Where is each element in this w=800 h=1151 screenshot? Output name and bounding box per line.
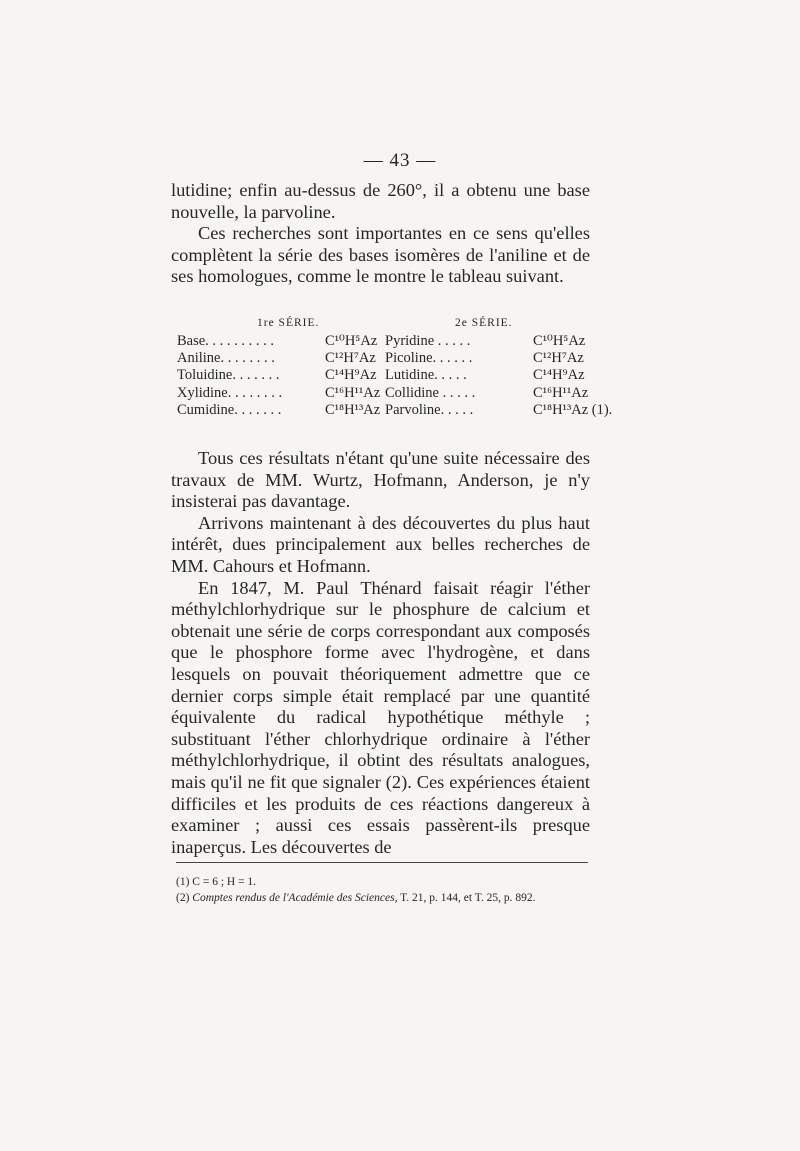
series-2-formula: C¹⁰H⁵Az: [533, 333, 586, 349]
series-2-formula: C¹⁴H⁹Az: [533, 367, 585, 384]
series-1-formula: C¹⁴H⁹Az: [325, 367, 377, 384]
series-2-name: Parvoline. . . . .: [385, 401, 474, 418]
series-1-name: Aniline. . . . . . . .: [177, 350, 275, 367]
series-1-formula: C¹⁰H⁵Az: [325, 333, 378, 349]
series-1-name: Toluidine. . . . . . .: [177, 367, 280, 384]
series-2-formula: C¹⁶H¹¹Az: [533, 384, 589, 401]
table-row: [177, 385, 592, 402]
paragraph: En 1847, M. Paul Thénard faisait réagir l'éther méthylchlorhydrique sur le phosphure de calcium et obtenait une série de corps correspondant aux composés que le phosphore forme avec l'hydrogène, et dans lesquels on pouvait théoriquement admettre que ce dernier corps simple était remplacé par une quantité équivalente du radical hypothétique méthyle ; substituant l'éther chlorhydrique ordinaire à l'éther méthylchlorhydrique, il obtint des résultats analogues, mais qu'il ne fit que signaler (2). Ces expériences étaient difficiles et les produits de ces réactions dangereux à examiner ; aussi ces essais passèrent-ils presque inaperçus. Les découvertes de: [171, 577, 590, 857]
footnote-2-prefix: (2): [176, 892, 193, 904]
paragraph: Tous ces résultats n'étant qu'une suite nécessaire des travaux de MM. Wurtz, Hofmann, Anderson, je n'y insisterai pas davantage.: [171, 448, 590, 512]
series-1-formula: C¹²H⁷Az: [325, 350, 376, 367]
paragraph: lutidine; enfin au-dessus de 260°, il a obtenu une base nouvelle, la parvoline.: [171, 180, 590, 222]
paragraph: Arrivons maintenant à des découvertes du plus haut intérêt, dues principalement aux belles recherches de MM. Cahours et Hofmann.: [171, 512, 590, 576]
series-2-formula: C¹⁸H¹³Az (1).: [533, 401, 613, 418]
table-header: [177, 311, 592, 333]
series-2-name: Pyridine . . . . .: [385, 333, 471, 349]
series-1-formula: C¹⁸H¹³Az: [325, 401, 381, 418]
series-1-formula: C¹⁶H¹¹Az: [325, 384, 381, 401]
series-1-name: Cumidine. . . . . . .: [177, 401, 282, 418]
footnote-2-ref: T. 21, p. 144, et T. 25, p. 892.: [397, 892, 536, 904]
table-row: [177, 350, 592, 367]
body-text: [171, 448, 590, 858]
footnote-1: (1) C = 6 ; H = 1.: [176, 876, 257, 888]
table-row: [177, 333, 592, 350]
table-row: [177, 401, 613, 419]
series-2-name: Collidine . . . . .: [385, 384, 476, 401]
intro-text: [171, 180, 590, 288]
series-2-name: Picoline. . . . . .: [385, 350, 473, 367]
footnote-2: [176, 890, 596, 906]
series-1-name: Base. . . . . . . . . .: [177, 333, 275, 349]
footnotes: [176, 874, 596, 906]
footnote-divider: [176, 862, 588, 863]
series-2-formula: C¹²H⁷Az: [533, 350, 584, 367]
footnote-2-source: Comptes rendus de l'Académie des Sciences,: [192, 892, 398, 904]
table-row: [177, 367, 592, 384]
series-1-header: 1re SÉRIE.: [257, 317, 320, 329]
series-2-name: Lutidine. . . . .: [385, 367, 467, 384]
bases-table: [177, 311, 613, 419]
series-2-header: 2e SÉRIE.: [455, 317, 513, 329]
paragraph: Ces recherches sont importantes en ce sens qu'elles complètent la série des bases isomères de l'aniline et de ses homologues, comme le montre le tableau suivant.: [171, 223, 590, 287]
page-number: — 43 —: [363, 150, 437, 171]
series-1-name: Xylidine. . . . . . . .: [177, 384, 283, 401]
